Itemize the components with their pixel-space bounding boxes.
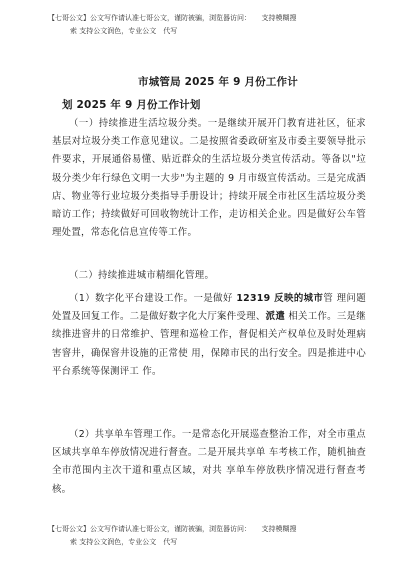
header-note-line2: 索 支持公文润色，专业公文 代写 — [70, 27, 178, 35]
digital-platform-text-b: 管 理问题处置及回复工作。二是做好数字化大厅案件受理、 — [52, 293, 366, 323]
section-city-management-heading: （二）持续推进城市精细化管理。 — [69, 270, 215, 281]
footer-watermark-note — [48, 523, 378, 549]
digital-platform-bold-12319: 12319 反映的城市 — [236, 293, 324, 304]
digital-platform-paragraph — [52, 290, 366, 381]
footer-note-line1: 【七哥公文】公文写作请认准七哥公文，谨防被骗，浏览器访问： 支持模糊搜 — [48, 525, 297, 533]
section-garbage-sorting-paragraph: （一）持续推进生活垃圾分类。一是继续开展开门教育进社区，征求基层对垃圾分类工作意见建议。二是按照省委政研室及市委主要领导批示件要求，开展通俗易懂、贴近群众的生活垃圾分类宣传活动。等备以"垃圾分类少年行绿色文明一大步"为主题的 9 月市级宣传活动。三是完成酒店、物业等行业垃圾分类指导手册设计；持续开展全市社区生活垃圾分类暗访工作；持续做好可回收物统计工作，走访相关企业。四是做好公车管理处置，常态化信息宣传等工作。 — [52, 118, 366, 239]
footer-note-line2: 索 支持公文润色，专业公文 代写 — [70, 538, 178, 546]
digital-platform-text-c: 相关工作。三是继续推进窨井的日常维护、管理和巡检工作，督促相关产权单位及时处理病害窨井，确保窨井设施的正常使 用，保障市民的出行安全。四是推进中心平台系统等保测评工 作。 — [52, 311, 366, 377]
header-watermark-note — [48, 12, 378, 38]
digital-platform-bold-dispatch: 派遣 — [265, 311, 286, 323]
document-title-line2: 划 2025 年 9 月份工作计划 — [62, 99, 201, 111]
header-note-line1: 【七哥公文】公文写作请认准七哥公文，谨防被骗，浏览器访问： 支持模糊搜 — [48, 14, 297, 22]
digital-platform-text-a: （1）数字化平台建设工作。一是做好 — [69, 293, 237, 304]
document-title-line1: 市城管局 2025 年 9 月份工作计 — [138, 76, 298, 88]
shared-bike-paragraph: （2）共享单车管理工作。一是常态化开展巡查整治工作，对全市重点区域共享单车停放情况进行督查。二是开展共享单 车考核工作，随机抽查全市范围内主次干道和重点区域，对共 享单车停放秩序情况进行督查考核。 — [52, 429, 366, 495]
